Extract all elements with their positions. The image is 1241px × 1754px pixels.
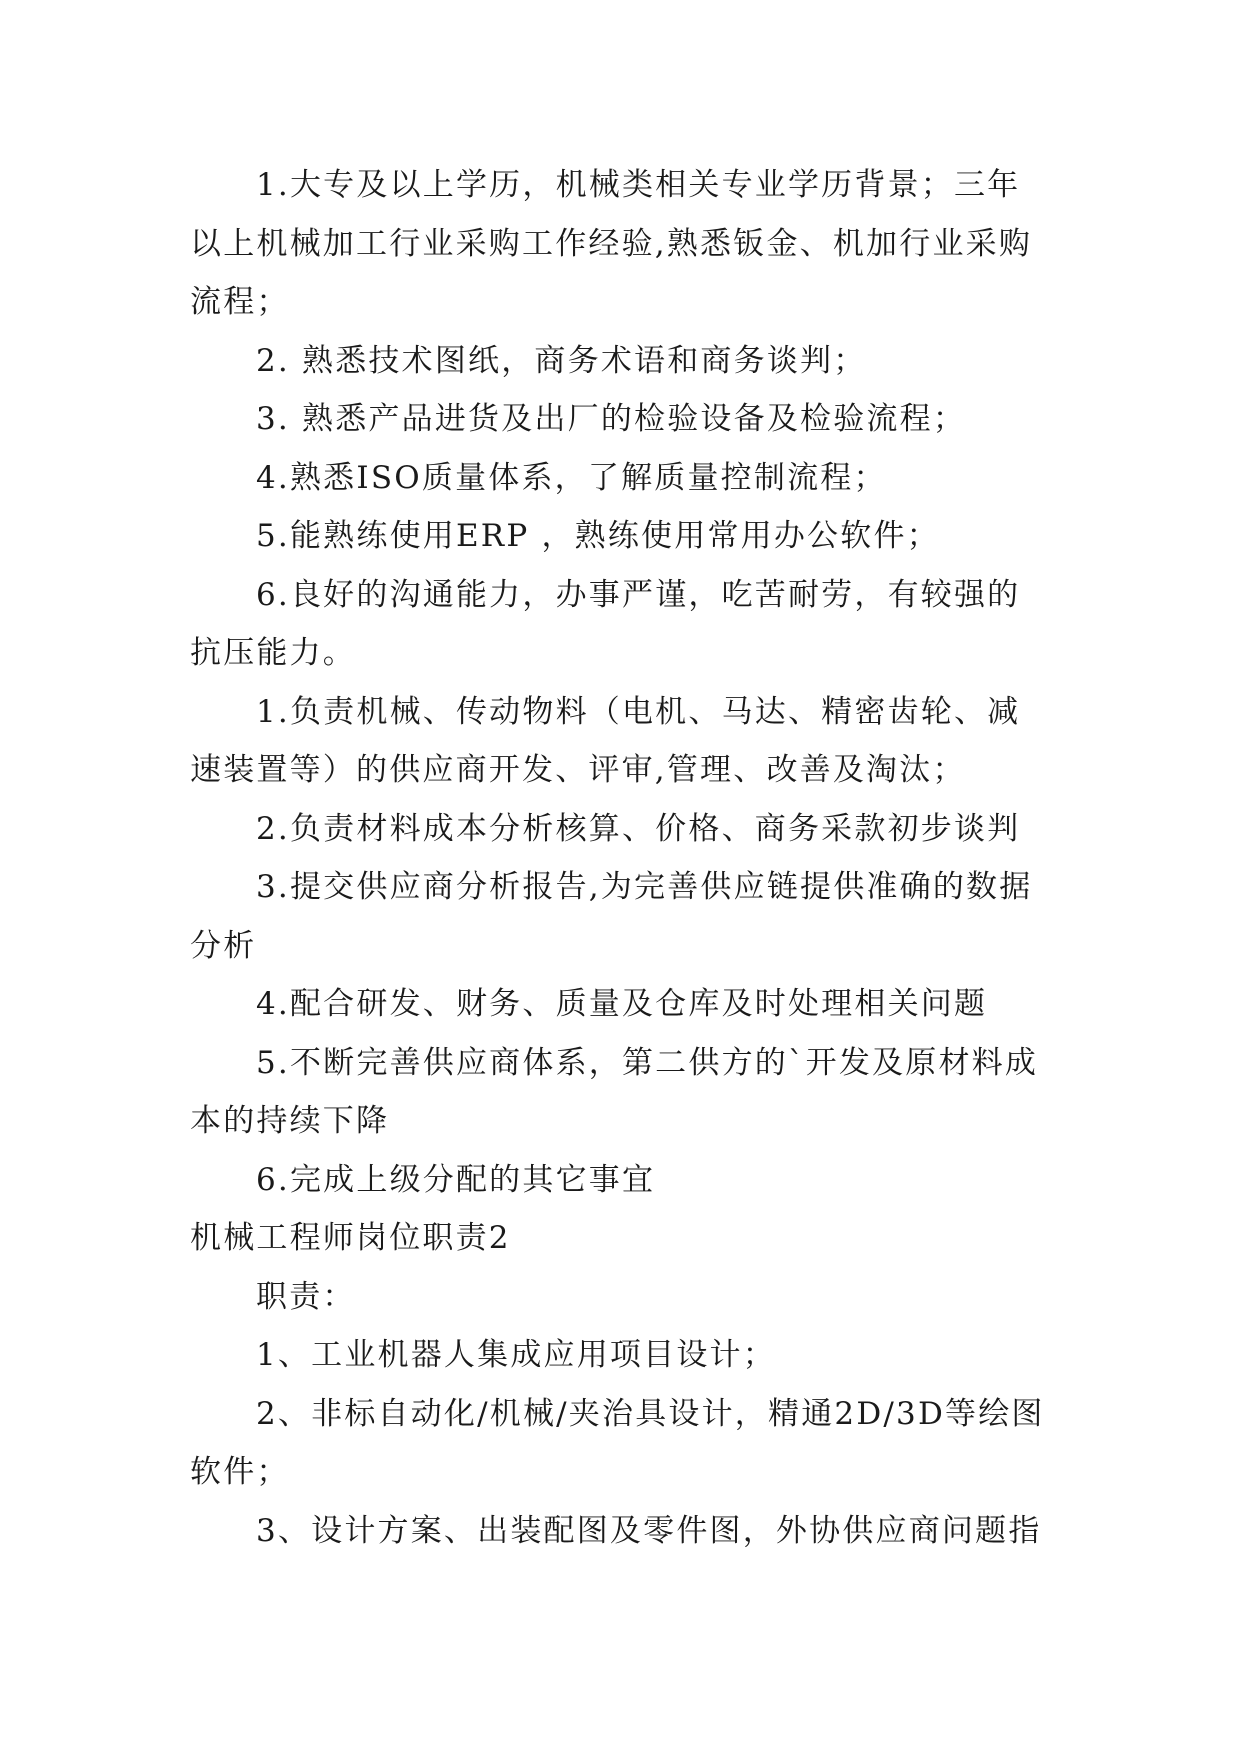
section-heading: 机械工程师岗位职责2 (190, 1220, 511, 1256)
paragraph-responsibilities-label: 职责： (256, 1278, 356, 1315)
paragraph-requirement-3: 3. 熟悉产品进货及出厂的检验设备及检验流程； (256, 401, 967, 437)
paragraph-duty-2: 2.负责材料成本分析核算、价格、商务采款初步谈判 (256, 810, 1021, 847)
paragraph-duty-1: 1.负责机械、传动物料（电机、马达、精密齿轮、减速装置等）的供应商开发、评审,管理、改善及淘汰； (190, 693, 1021, 788)
paragraph-responsibility-3: 3、设计方案、出装配图及零件图，外协供应商问题指 (256, 1512, 1042, 1549)
paragraph-duty-6: 6.完成上级分配的其它事宜 (256, 1161, 656, 1198)
paragraph-responsibility-2: 2、非标自动化/机械/夹治具设计，精通2D/3D等绘图软件； (190, 1395, 1045, 1490)
paragraph-duty-5: 5.不断完善供应商体系，第二供方的`开发及原材料成本的持续下降 (190, 1044, 1039, 1139)
paragraph-responsibility-1: 1、工业机器人集成应用项目设计； (256, 1337, 776, 1373)
paragraph-duty-3: 3.提交供应商分析报告,为完善供应链提供准确的数据分析 (190, 869, 1033, 964)
paragraph-requirement-2: 2. 熟悉技术图纸，商务术语和商务谈判； (256, 342, 867, 379)
paragraph-requirement-6: 6.良好的沟通能力，办事严谨，吃苦耐劳，有较强的抗压能力。 (190, 576, 1021, 671)
document-page (190, 156, 1050, 1560)
paragraph-requirement-4: 4.熟悉ISO质量体系，了解质量控制流程； (256, 459, 887, 496)
paragraph-requirement-1: 1.大专及以上学历，机械类相关专业学历背景；三年以上机械加工行业采购工作经验,熟悉钣金、机加行业采购流程； (190, 167, 1033, 320)
paragraph-duty-4: 4.配合研发、财务、质量及仓库及时处理相关问题 (256, 986, 988, 1022)
paragraph-requirement-5: 5.能熟练使用ERP ，熟练使用常用办公软件； (256, 518, 940, 554)
